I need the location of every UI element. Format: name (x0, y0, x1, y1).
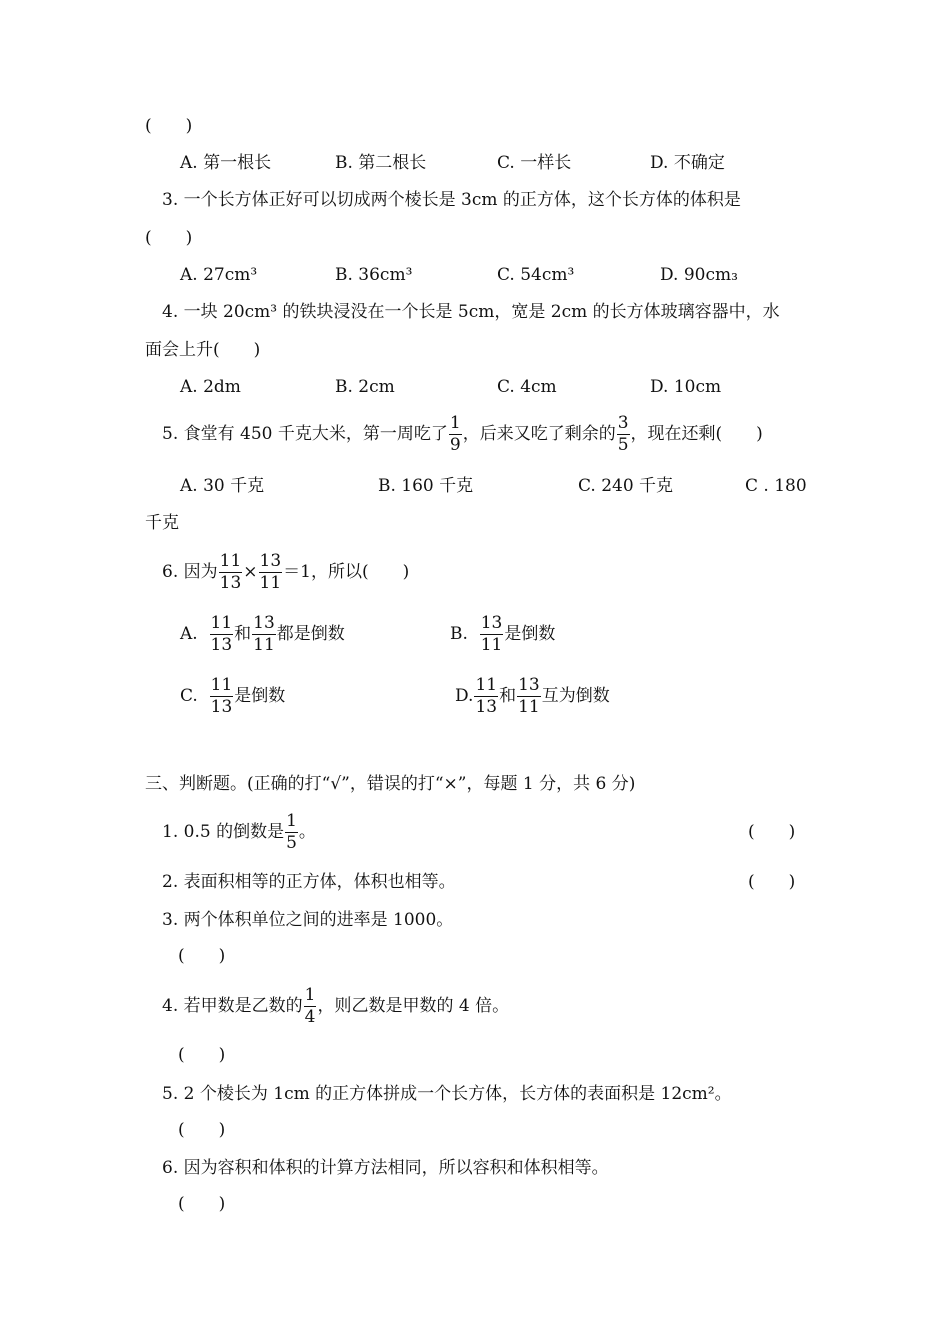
q5-fraction-1: $\frac{1}{9}$ (449, 413, 461, 455)
judge-q6-blank[interactable]: ( ) (178, 1194, 226, 1214)
judge-q2-blank[interactable]: ( ) (748, 872, 796, 892)
section-3-heading: 三、判断题。(正确的打“√”，错误的打“×”，每题 1 分，共 6 分) (145, 774, 636, 794)
judge-q6: 6. 因为容积和体积的计算方法相同，所以容积和体积相等。 (162, 1158, 609, 1178)
q5-option-c[interactable]: C. 240 千克 (578, 476, 674, 496)
q3-answer-blank[interactable]: ( ) (145, 228, 193, 248)
judge-q4-fraction: $\frac{1}{4}$ (304, 985, 316, 1027)
q5-option-a[interactable]: A. 30 千克 (180, 476, 265, 496)
q3-option-c[interactable]: C. 54cm³ (497, 265, 575, 285)
q5-option-d-wrap: 千克 (145, 513, 179, 533)
judge-q4-blank[interactable]: ( ) (178, 1045, 226, 1065)
q3-option-b[interactable]: B. 36cm³ (335, 265, 413, 285)
q6-option-a[interactable]: A. $\frac{11}{13}$ 和 $\frac{13}{11}$ 都是倒数 (180, 613, 345, 655)
q2-answer-blank[interactable]: ( ) (145, 116, 193, 136)
judge-q3-blank[interactable]: ( ) (178, 946, 226, 966)
q2-option-c[interactable]: C. 一样长 (497, 153, 572, 173)
q6-stem (162, 549, 409, 595)
q5-suffix[interactable]: ，现在还剩( ) (630, 424, 763, 444)
judge-q1: 1. 0.5 的倒数是 $\frac{1}{5}$ 。 (162, 811, 316, 853)
q4-option-d[interactable]: D. 10cm (650, 377, 722, 397)
q5-stem (162, 412, 763, 456)
q4-stem: 4. 一块 20cm³ 的铁块浸没在一个长是 5cm，宽是 2cm 的长方体玻璃容器中，水 (162, 302, 780, 322)
q5-fraction-2: $\frac{3}{5}$ (617, 413, 629, 455)
q5-option-b[interactable]: B. 160 千克 (378, 476, 474, 496)
q5-option-d[interactable]: C . 180 (745, 476, 807, 496)
q6-times: × (243, 562, 258, 582)
q4-option-b[interactable]: B. 2cm (335, 377, 395, 397)
q4-option-c[interactable]: C. 4cm (497, 377, 557, 397)
q3-option-d[interactable]: D. 90cm₃ (660, 265, 738, 285)
q6-fraction-13-11: $\frac{13}{11}$ (259, 551, 282, 593)
q3-option-a[interactable]: A. 27cm³ (180, 265, 258, 285)
judge-q3: 3. 两个体积单位之间的进率是 1000。 (162, 910, 454, 930)
q6-fraction-11-13: $\frac{11}{13}$ (219, 551, 242, 593)
judge-q5: 5. 2 个棱长为 1cm 的正方体拼成一个长方体，长方体的表面积是 12cm²。 (162, 1084, 732, 1104)
judge-q4: 4. 若甲数是乙数的 $\frac{1}{4}$ ，则乙数是甲数的 4 倍。 (162, 985, 510, 1027)
q2-option-b[interactable]: B. 第二根长 (335, 153, 427, 173)
judge-q1-fraction: $\frac{1}{5}$ (286, 811, 297, 853)
q4-option-a[interactable]: A. 2dm (180, 377, 241, 397)
judge-q5-blank[interactable]: ( ) (178, 1120, 226, 1140)
q3-stem: 3. 一个长方体正好可以切成两个棱长是 3cm 的正方体，这个长方体的体积是 (162, 190, 741, 210)
q6-suffix[interactable]: ＝1，所以( ) (283, 562, 410, 582)
q5-prefix: 5. 食堂有 450 千克大米，第一周吃了 (162, 424, 448, 444)
q4-stem-cont[interactable]: 面会上升( ) (145, 340, 261, 360)
q2-option-d[interactable]: D. 不确定 (650, 153, 725, 173)
q6-option-d[interactable]: D. $\frac{11}{13}$ 和 $\frac{13}{11}$ 互为倒数 (455, 675, 610, 717)
q5-mid: ，后来又吃了剩余的 (462, 424, 616, 444)
q6-option-c[interactable]: C. $\frac{11}{13}$ 是倒数 (180, 675, 286, 717)
q6-option-b[interactable]: B. $\frac{13}{11}$ 是倒数 (450, 613, 556, 655)
q2-option-a[interactable]: A. 第一根长 (180, 153, 272, 173)
judge-q1-blank[interactable]: ( ) (748, 822, 796, 842)
q6-prefix: 6. 因为 (162, 562, 218, 582)
judge-q2: 2. 表面积相等的正方体，体积也相等。 (162, 872, 456, 892)
